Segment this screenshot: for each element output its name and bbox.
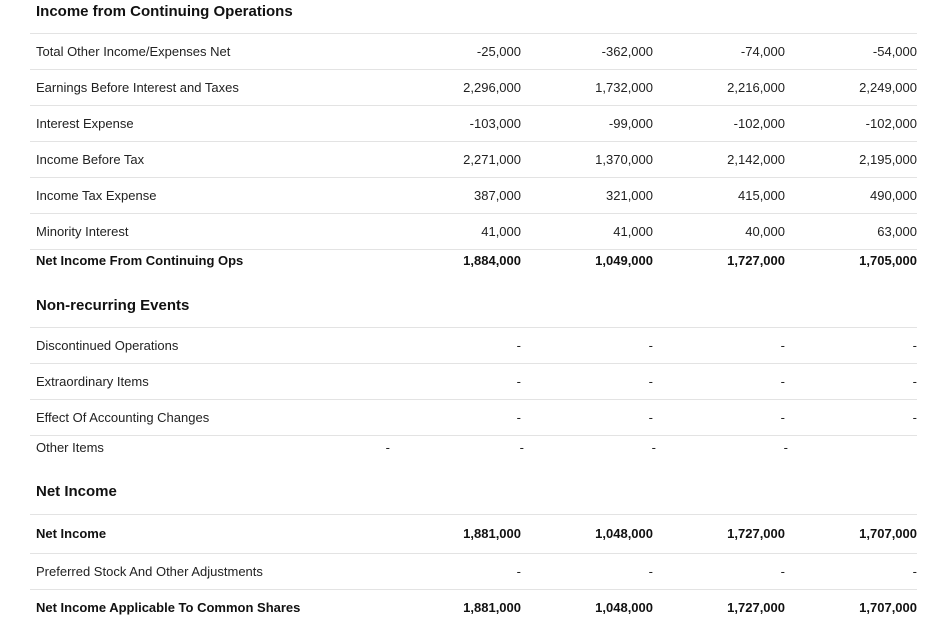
row-divider (30, 177, 917, 178)
row-value-col4: 1,707,000 (859, 600, 917, 615)
row-value-col1: 41,000 (481, 224, 521, 239)
row-value-col2: 1,370,000 (595, 152, 653, 167)
row-value-col1: - (516, 338, 521, 353)
row-label: Minority Interest (36, 224, 129, 239)
row-divider (30, 363, 917, 364)
row-value-col1: 2,271,000 (463, 152, 521, 167)
section-title-nonrecurring-events: Non-recurring Events (36, 297, 190, 314)
row-value-col3: 415,000 (738, 188, 785, 203)
row-divider (30, 589, 917, 590)
row-value-col2: 321,000 (606, 188, 653, 203)
row-value-col4: -54,000 (872, 44, 917, 59)
row-divider (30, 105, 917, 106)
row-value-col1: - (516, 564, 521, 579)
row-label: Extraordinary Items (36, 374, 149, 389)
row-value-col4: 63,000 (877, 224, 917, 239)
row-value-col1: 387,000 (474, 188, 521, 203)
row-value-col3: 1,727,000 (727, 600, 785, 615)
row-label: Effect Of Accounting Changes (36, 410, 210, 425)
row-divider (30, 249, 917, 250)
section-title-continuing-operations: Income from Continuing Operations (36, 3, 293, 20)
row-label: Net Income Applicable To Common Shares (36, 600, 301, 615)
row-value-col1: - (385, 440, 390, 455)
row-value-col4: - (912, 410, 917, 425)
row-label: Net Income From Continuing Ops (36, 253, 244, 268)
row-value-col2: - (648, 338, 653, 353)
row-label: Discontinued Operations (36, 338, 179, 353)
row-divider (30, 69, 917, 70)
row-value-col4: 490,000 (870, 188, 917, 203)
row-value-col3: - (780, 564, 785, 579)
row-value-col2: 1,048,000 (595, 526, 653, 541)
row-value-col1: -103,000 (469, 116, 521, 131)
row-value-col1: - (516, 374, 521, 389)
row-label: Net Income (36, 526, 107, 541)
row-value-col4: 2,195,000 (859, 152, 917, 167)
row-value-col2: 41,000 (613, 224, 653, 239)
row-value-col2: - (648, 410, 653, 425)
row-value-col2: 1,048,000 (595, 600, 653, 615)
row-value-col3: 1,727,000 (727, 253, 785, 268)
row-value-col2: - (648, 374, 653, 389)
row-label: Interest Expense (36, 116, 134, 131)
row-value-col3: -102,000 (733, 116, 785, 131)
row-value-col2: - (648, 564, 653, 579)
row-divider (30, 435, 917, 436)
row-value-col4: 1,707,000 (859, 526, 917, 541)
row-value-col3: -74,000 (740, 44, 785, 59)
row-value-col2: -99,000 (608, 116, 653, 131)
row-label: Preferred Stock And Other Adjustments (36, 564, 263, 579)
row-value-col3: 2,142,000 (727, 152, 785, 167)
row-label: Total Other Income/Expenses Net (36, 44, 231, 59)
row-value-col1: - (516, 410, 521, 425)
row-divider (30, 33, 917, 34)
row-value-col3: 40,000 (745, 224, 785, 239)
row-divider (30, 514, 917, 515)
row-divider (30, 327, 917, 328)
row-value-col1: 1,884,000 (463, 253, 521, 268)
row-value-col2: - (519, 440, 524, 455)
row-value-col2: -362,000 (601, 44, 653, 59)
row-value-col3: - (780, 410, 785, 425)
section-title-net-income: Net Income (36, 483, 117, 500)
row-value-col3: 2,216,000 (727, 80, 785, 95)
row-value-col4: -102,000 (865, 116, 917, 131)
row-value-col3: 1,727,000 (727, 526, 785, 541)
row-value-col1: 1,881,000 (463, 526, 521, 541)
row-label: Other Items (36, 440, 104, 455)
row-value-col2: 1,732,000 (595, 80, 653, 95)
row-label: Income Tax Expense (36, 188, 157, 203)
row-value-col4: - (912, 374, 917, 389)
row-value-col3: - (780, 338, 785, 353)
row-value-col4: - (912, 338, 917, 353)
row-value-col4: - (783, 440, 788, 455)
row-value-col4: - (912, 564, 917, 579)
row-divider (30, 141, 917, 142)
row-value-col3: - (780, 374, 785, 389)
row-value-col1: 2,296,000 (463, 80, 521, 95)
row-value-col4: 1,705,000 (859, 253, 917, 268)
row-value-col3: - (651, 440, 656, 455)
row-value-col2: 1,049,000 (595, 253, 653, 268)
row-value-col4: 2,249,000 (859, 80, 917, 95)
row-label: Earnings Before Interest and Taxes (36, 80, 239, 95)
row-value-col1: 1,881,000 (463, 600, 521, 615)
row-label: Income Before Tax (36, 152, 145, 167)
row-divider (30, 399, 917, 400)
row-divider (30, 213, 917, 214)
row-divider (30, 553, 917, 554)
row-value-col1: -25,000 (476, 44, 521, 59)
